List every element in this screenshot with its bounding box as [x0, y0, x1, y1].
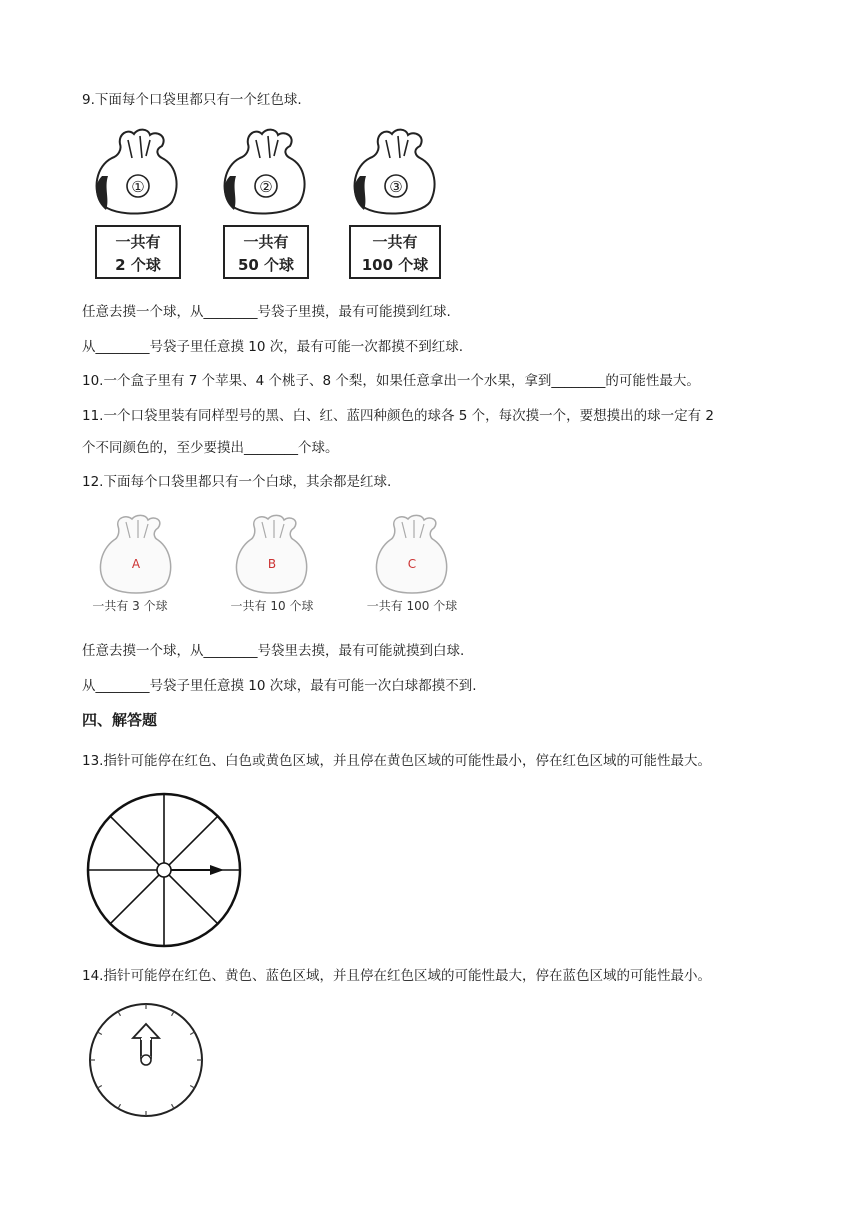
q12-bag-c-mark: C	[407, 557, 417, 571]
q12-bags-figure	[86, 512, 476, 622]
q9-bag-3-line2: 100 个球	[361, 256, 429, 274]
q9-blank-1: 任意去摸一个球，从________号袋子里摸，最有可能摸到红球.	[82, 304, 451, 320]
section-heading: 四、解答题	[82, 711, 158, 729]
q9-blank-2: 从________号袋子里任意摸 10 次，最有可能一次都摸不到红球.	[82, 339, 464, 355]
q12-bag-b	[231, 515, 314, 613]
q12-blank-2: 从________号袋子里任意摸 10 次球，最有可能一次白球都摸不到.	[82, 678, 477, 694]
q12-bag-a-caption: 一共有 3 个球	[92, 599, 168, 613]
q9-bag-2-mark: ②	[259, 178, 273, 196]
q13-spinner-figure	[82, 786, 246, 950]
q12-blank-1: 任意去摸一个球，从________号袋里去摸，最有可能就摸到白球.	[82, 643, 465, 659]
q13-text: 13.指针可能停在红色、白色或黄色区域，并且停在黄色区域的可能性最小，停在红色区域的可能性最大。	[82, 753, 711, 769]
q9-bag-3-line1: 一共有	[372, 233, 418, 251]
q12-bag-b-caption: 一共有 10 个球	[230, 599, 314, 613]
q10-text: 10.一个盒子里有 7 个苹果、4 个桃子、8 个梨，如果任意拿出一个水果，拿到________的可能性最大。	[82, 373, 700, 389]
q14-spinner-figure	[82, 1000, 210, 1122]
q12-bag-a	[92, 515, 170, 613]
q9-bag-1-line2: 2 个球	[115, 256, 161, 274]
q13-spinner-hub	[157, 863, 171, 877]
q12-bag-c-caption: 一共有 100 个球	[366, 599, 458, 613]
q12-bag-c	[367, 515, 458, 613]
q12-bag-b-mark: B	[267, 557, 277, 571]
q9-bag-2-line1: 一共有	[243, 233, 289, 251]
q9-bag-1-line1: 一共有	[115, 233, 161, 251]
q11-line-2: 个不同颜色的，至少要摸出________个球。	[82, 440, 339, 456]
q11-line-1: 11.一个口袋里装有同样型号的黑、白、红、蓝四种颜色的球各 5 个，每次摸一个，要想摸出的球一定有 2	[82, 408, 715, 424]
q9-bag-3-mark: ③	[389, 178, 403, 196]
q9-bag-2	[224, 130, 308, 278]
q9-bag-2-line2: 50 个球	[237, 256, 295, 274]
q9-bag-1-mark: ①	[131, 178, 145, 196]
q14-text: 14.指针可能停在红色、黄色、蓝色区域，并且停在红色区域的可能性最大，停在蓝色区域的可能性最小。	[82, 968, 711, 984]
q9-stem: 9.下面每个口袋里都只有一个红色球.	[82, 92, 302, 108]
q12-bag-a-mark: A	[131, 557, 141, 571]
q9-bag-1	[96, 130, 180, 278]
q9-bag-3	[350, 130, 440, 278]
q9-bags-figure	[88, 126, 448, 284]
q12-stem: 12.下面每个口袋里都只有一个白球，其余都是红球.	[82, 474, 392, 490]
